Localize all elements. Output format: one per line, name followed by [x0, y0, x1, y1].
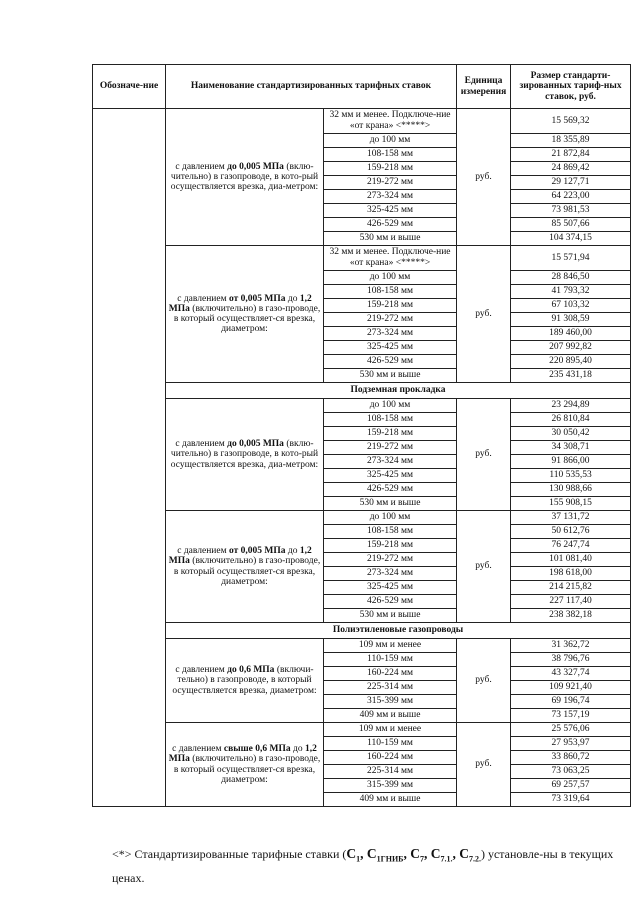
description-text: (вклю-чительно) в газопроводе, в кото-рый осуществляется врезка, диа-метром: [170, 439, 319, 470]
diameter-cell: 273-324 мм [324, 327, 457, 341]
diameter-cell: 219-272 мм [324, 313, 457, 327]
diameter-cell: 273-324 мм [324, 567, 457, 581]
rate-value-cell: 15 569,32 [511, 109, 631, 134]
diameter-cell: 159-218 мм [324, 299, 457, 313]
diameter-cell: 160-224 мм [324, 667, 457, 681]
rate-value-cell: 64 223,00 [511, 190, 631, 204]
diameter-cell: 409 мм и выше [324, 793, 457, 807]
rate-value-cell: 73 157,19 [511, 709, 631, 723]
diameter-cell: 32 мм и менее. Подключе-ние «от крана» <*****> [324, 246, 457, 271]
section-row [93, 623, 631, 639]
table-row [93, 109, 631, 134]
diameter-cell: 219-272 мм [324, 441, 457, 455]
rate-value-cell: 104 374,15 [511, 232, 631, 246]
pressure-description [166, 399, 324, 511]
rate-value-cell: 43 327,74 [511, 667, 631, 681]
diameter-cell: 109 мм и менее [324, 639, 457, 653]
description-text: с давлением [175, 161, 228, 172]
description-text: (включительно) в газо-проводе, в который осуществляет-ся врезка, диаметром: [173, 303, 321, 335]
rate-value-cell: 227 117,40 [511, 595, 631, 609]
pressure-value: свыше 0,6 МПа [223, 744, 291, 755]
diameter-cell: до 100 мм [324, 134, 457, 148]
rate-value-cell: 101 081,40 [511, 553, 631, 567]
diameter-cell: 159-218 мм [324, 427, 457, 441]
unit-cell: руб. [457, 511, 511, 623]
code-cell [93, 109, 166, 807]
diameter-cell: 32 мм и менее. Подключе-ние «от крана» <*****> [324, 109, 457, 134]
header-unit: Единица измерения [457, 65, 511, 109]
description-text: (включительно) в газо-проводе, в который осуществляет-ся врезка, диаметром: [173, 754, 321, 785]
rate-value-cell: 23 294,89 [511, 399, 631, 413]
rate-value-cell: 25 576,06 [511, 723, 631, 737]
pressure-value: от 0,005 МПа [228, 546, 286, 557]
rate-value-cell: 29 127,71 [511, 176, 631, 190]
footnote-suffix: ) установле-ны в текущих ценах. [112, 847, 614, 885]
diameter-cell: 109 мм и менее [324, 723, 457, 737]
rate-value-cell: 28 846,50 [511, 271, 631, 285]
pressure-value: до 0,005 МПа [227, 439, 284, 450]
description-text: (включительно) в газо-проводе, в который осуществляет-ся врезка, диаметром: [173, 556, 321, 587]
diameter-cell: до 100 мм [324, 271, 457, 285]
rate-value-cell: 26 810,84 [511, 413, 631, 427]
rate-value-cell: 110 535,53 [511, 469, 631, 483]
rate-value-cell: 18 355,89 [511, 134, 631, 148]
diameter-cell: 110-159 мм [324, 653, 457, 667]
diameter-cell: до 100 мм [324, 399, 457, 413]
rate-value-cell: 67 103,32 [511, 299, 631, 313]
diameter-cell: 315-399 мм [324, 779, 457, 793]
rate-value-cell: 109 921,40 [511, 681, 631, 695]
header-size: Размер стандарти-зированных тариф-ных ставок, руб. [511, 65, 631, 109]
table-row [93, 639, 631, 653]
rate-value-cell: 50 612,76 [511, 525, 631, 539]
description-text: до [285, 293, 300, 304]
description-text: (вклю-чительно) в газопроводе, в кото-рый осуществляется врезка, диа-метром: [170, 161, 319, 193]
unit-cell: руб. [457, 246, 511, 383]
unit-cell: руб. [457, 109, 511, 246]
rate-value-cell: 31 362,72 [511, 639, 631, 653]
rate-value-cell: 38 796,76 [511, 653, 631, 667]
diameter-cell: 325-425 мм [324, 204, 457, 218]
diameter-cell: 315-399 мм [324, 695, 457, 709]
footnote [112, 844, 632, 888]
pressure-description [166, 639, 324, 723]
diameter-cell: 426-529 мм [324, 218, 457, 232]
rate-value-cell: 73 981,53 [511, 204, 631, 218]
diameter-cell: 108-158 мм [324, 285, 457, 299]
rate-value-cell: 130 988,66 [511, 483, 631, 497]
description-text: до [290, 744, 305, 755]
rate-value-cell: 91 308,59 [511, 313, 631, 327]
rate-value-cell: 69 196,74 [511, 695, 631, 709]
section-title: Подземная прокладка [166, 383, 631, 399]
rate-value-cell: 34 308,71 [511, 441, 631, 455]
description-text: (включи-тельно) в газопроводе, в который осуществляется врезка, диаметром: [172, 665, 317, 696]
diameter-cell: 530 мм и выше [324, 497, 457, 511]
diameter-cell: 325-425 мм [324, 469, 457, 483]
diameter-cell: 530 мм и выше [324, 232, 457, 246]
table-row [93, 246, 631, 271]
pressure-value: 1,2 МПа [168, 744, 317, 765]
pressure-description [166, 723, 324, 807]
rate-value-cell: 220 895,40 [511, 355, 631, 369]
rate-value-cell: 73 319,64 [511, 793, 631, 807]
description-text: с давлением [177, 293, 229, 304]
diameter-cell: 225-314 мм [324, 681, 457, 695]
section-row [93, 383, 631, 399]
header-code: Обозначе-ние [93, 65, 166, 109]
rate-value-cell: 27 953,97 [511, 737, 631, 751]
rate-value-cell: 24 869,42 [511, 162, 631, 176]
description-text: с давлением [175, 665, 228, 676]
diameter-cell: 426-529 мм [324, 595, 457, 609]
diameter-cell: 108-158 мм [324, 525, 457, 539]
footnote-formula: $С_1$, $С_{1ГНИБ}$, $С_7$, $С_{7.1.}$, $С_{7.2.}$ [346, 846, 481, 864]
rate-value-cell: 238 382,18 [511, 609, 631, 623]
diameter-cell: 159-218 мм [324, 162, 457, 176]
unit-cell: руб. [457, 723, 511, 807]
description-text: с давлением [175, 439, 228, 450]
diameter-cell: 219-272 мм [324, 553, 457, 567]
rate-value-cell: 33 860,72 [511, 751, 631, 765]
diameter-cell: 530 мм и выше [324, 369, 457, 383]
pressure-description [166, 109, 324, 246]
pressure-value: до 0,6 МПа [227, 665, 275, 676]
pressure-value: 1,2 МПа [168, 293, 312, 314]
pressure-value: до 0,005 МПа [227, 161, 284, 172]
table-row [93, 399, 631, 413]
rate-value-cell: 30 050,42 [511, 427, 631, 441]
description-text: до [285, 546, 300, 557]
pressure-value: от 0,005 МПа [228, 293, 286, 304]
rate-value-cell: 85 507,66 [511, 218, 631, 232]
rate-value-cell: 155 908,15 [511, 497, 631, 511]
diameter-cell: 110-159 мм [324, 737, 457, 751]
table-body [93, 109, 631, 807]
unit-cell: руб. [457, 639, 511, 723]
diameter-cell: 325-425 мм [324, 581, 457, 595]
diameter-cell: 219-272 мм [324, 176, 457, 190]
diameter-cell: 426-529 мм [324, 483, 457, 497]
rate-value-cell: 41 793,32 [511, 285, 631, 299]
description-text: с давлением [172, 744, 224, 755]
diameter-cell: 325-425 мм [324, 341, 457, 355]
rate-value-cell: 207 992,82 [511, 341, 631, 355]
rate-value-cell: 91 866,00 [511, 455, 631, 469]
pressure-value: 1,2 МПа [168, 546, 312, 567]
rate-value-cell: 73 063,25 [511, 765, 631, 779]
table-header-row [93, 65, 631, 109]
diameter-cell: 273-324 мм [324, 455, 457, 469]
tariff-table [92, 64, 631, 807]
diameter-cell: до 100 мм [324, 511, 457, 525]
rate-value-cell: 15 571,94 [511, 246, 631, 271]
diameter-cell: 530 мм и выше [324, 609, 457, 623]
diameter-cell: 108-158 мм [324, 413, 457, 427]
diameter-cell: 225-314 мм [324, 765, 457, 779]
table-row [93, 723, 631, 737]
rate-value-cell: 189 460,00 [511, 327, 631, 341]
section-title: Полиэтиленовые газопроводы [166, 623, 631, 639]
rate-value-cell: 214 215,82 [511, 581, 631, 595]
diameter-cell: 159-218 мм [324, 539, 457, 553]
table-row [93, 511, 631, 525]
diameter-cell: 160-224 мм [324, 751, 457, 765]
rate-value-cell: 235 431,18 [511, 369, 631, 383]
rate-value-cell: 21 872,84 [511, 148, 631, 162]
pressure-description [166, 246, 324, 383]
diameter-cell: 108-158 мм [324, 148, 457, 162]
description-text: с давлением [177, 546, 229, 557]
rate-value-cell: 69 257,57 [511, 779, 631, 793]
pressure-description [166, 511, 324, 623]
header-name: Наименование стандартизированных тарифных ставок [166, 65, 457, 109]
footnote-prefix: <*> Стандартизированные тарифные ставки ( [112, 847, 347, 861]
diameter-cell: 273-324 мм [324, 190, 457, 204]
rate-value-cell: 76 247,74 [511, 539, 631, 553]
rate-value-cell: 37 131,72 [511, 511, 631, 525]
diameter-cell: 426-529 мм [324, 355, 457, 369]
rate-value-cell: 198 618,00 [511, 567, 631, 581]
unit-cell: руб. [457, 399, 511, 511]
diameter-cell: 409 мм и выше [324, 709, 457, 723]
